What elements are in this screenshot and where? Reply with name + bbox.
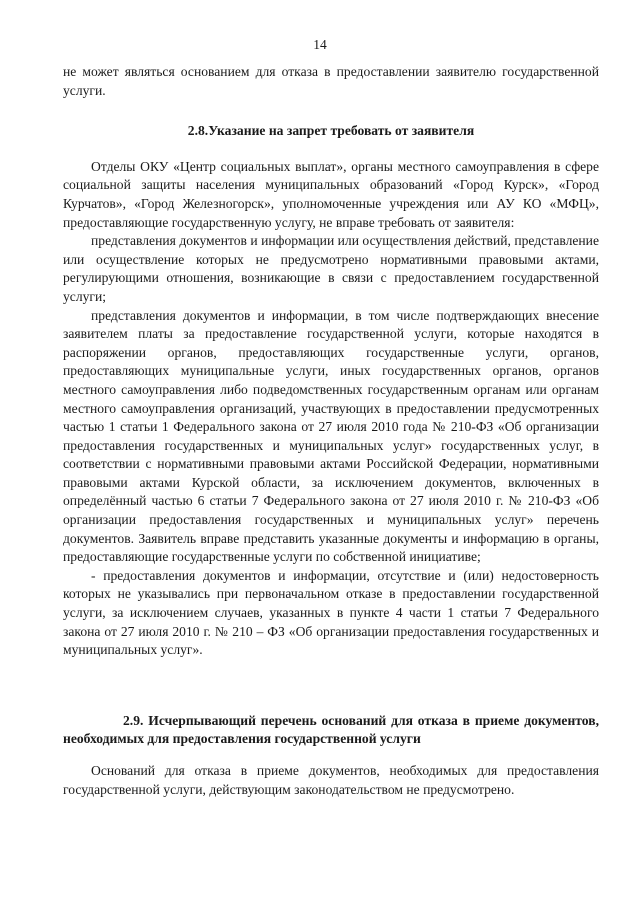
section-2-8-paragraph-4: - предоставления документов и информации, отсутствие и (или) недостоверность которых не указывались при первоначальном отказе в предоставлении государственной услуги, за исключением случаев, указанных в пункте 4 части 1 статьи 7 Федерального закона от 27 июля 2010 г. № 210 – ФЗ «Об организации предоставления государственных и муниципальных услуг». — [63, 567, 599, 658]
section-2-8-paragraph-3: представления документов и информации, в том числе подтверждающих внесение заявителем платы за предоставление государственной услуги, которые находятся в распоряжении органов, предоставляющих государственные услуги, органов, предоставляющих муниципальные услуги, иных государственных органов, органов местного самоуправления либо подведомственных государственным органам или органам местного самоуправления организаций, участвующих в предоставлении предусмотренных частью 1 статьи 1 Федерального закона от 27 июля 2010 года № 210-ФЗ «Об организации предоставления государственных и муниципальных услуг» государственных услуг, в соответствии с нормативными правовыми актами Российской Федерации, нормативными правовыми актами Курской области, за исключением документов, включенных в определённый частью 6 статьи 7 Федерального закона от 27 июля 2010 г. № 210-ФЗ «Об организации предоставления государственных и муниципальных услуг» перечень документов. Заявитель вправе представить указанные документы и информацию в органы, предоставляющие государственные услуги по собственной инициативе; — [63, 307, 599, 565]
section-2-9-paragraph-1: Оснований для отказа в приеме документов, необходимых для предоставления государственной услуги, действующим законодательством не предусмотрено. — [63, 763, 599, 797]
section-2-9-heading: 2.9. Исчерпывающий перечень оснований для отказа в приеме документов, необходимых для предоставления государственной услуги — [63, 712, 599, 747]
section-2-8-heading: 2.8.Указание на запрет требовать от заявителя — [187, 123, 475, 139]
page-number: 14 — [313, 37, 327, 52]
section-2-8-paragraph-1: Отделы ОКУ «Центр социальных выплат», органы местного самоуправления в сфере социальной защиты населения муниципальных образований «Город Курск», «Город Курчатов», «Город Железногорск», уполномоченные учреждения или АУ КО «МФЦ», предоставляющие государственную услугу, не вправе требовать от заявителя: — [63, 158, 599, 230]
intro-continuation-paragraph: не может являться основанием для отказа в предоставлении заявителю государственной услуги. — [63, 64, 599, 98]
page-content — [63, 63, 599, 799]
section-2-8-paragraph-2: представления документов и информации или осуществления действий, представление или осуществление которых не предусмотрено нормативными правовыми актами, регулирующими отношения, возникающие в связи с предоставлением государственной услуги; — [63, 233, 599, 304]
